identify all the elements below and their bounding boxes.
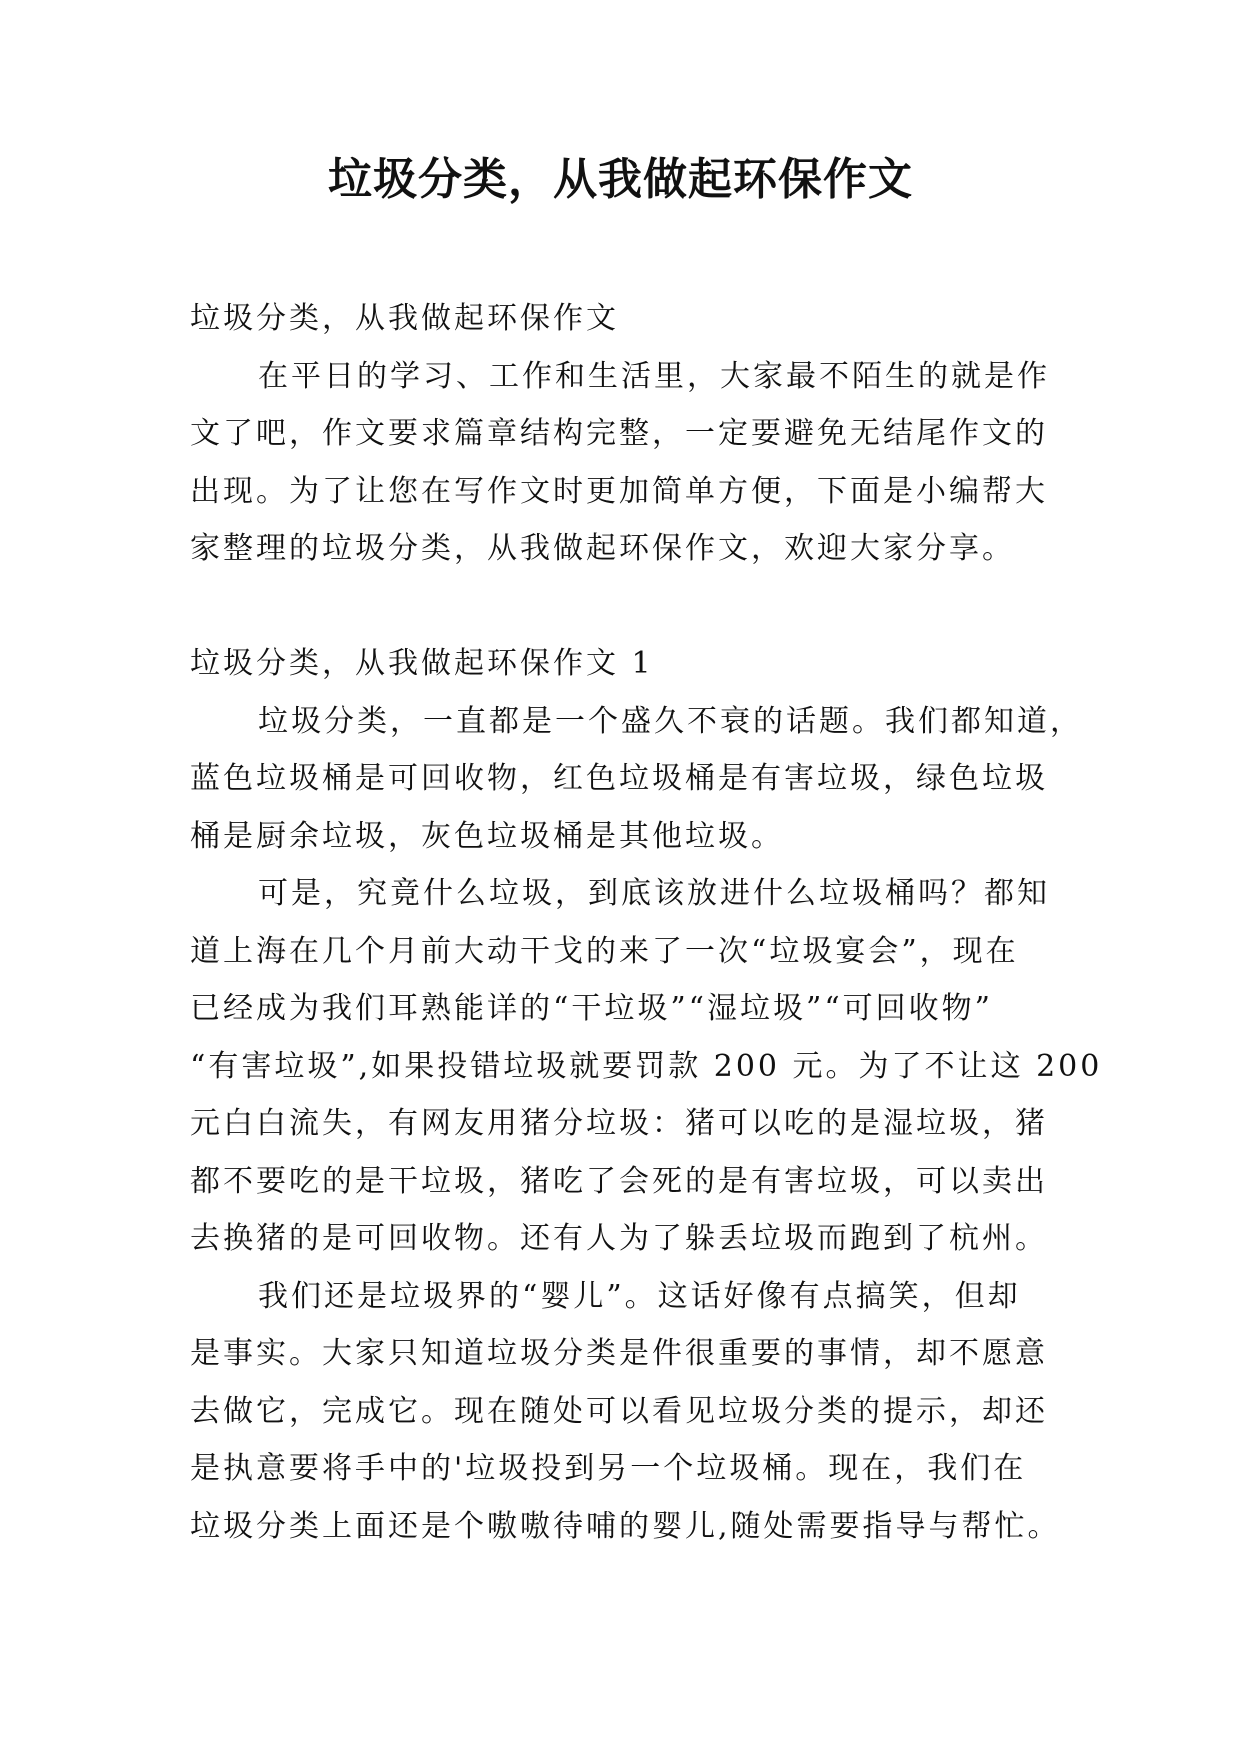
paragraph-line: 已经成为我们耳熟能详的“干垃圾”“湿垃圾”“可回收物” — [190, 991, 994, 1026]
paragraph-line: 垃圾分类，一直都是一个盛久不衰的话题。我们都知道， — [258, 703, 1083, 739]
intro-line: 在平日的学习、工作和生活里，大家最不陌生的就是作 — [258, 358, 1050, 394]
intro-line: 出现。为了让您在写作文时更加简单方便，下面是小编帮大 — [190, 473, 1048, 509]
paragraph-line: 去做它，完成它。现在随处可以看见垃圾分类的提示，却还 — [190, 1393, 1048, 1429]
paragraph-line: 垃圾分类上面还是个嗷嗷待哺的婴儿,随处需要指导与帮忙。 — [190, 1508, 1061, 1544]
paragraph-line: 我们还是垃圾界的“婴儿”。这话好像有点搞笑，但却 — [258, 1278, 1021, 1314]
essay-heading: 垃圾分类，从我做起环保作文 1 — [190, 646, 654, 681]
paragraph-line: 元白白流失，有网友用猪分垃圾：猪可以吃的是湿垃圾，猪 — [190, 1106, 1048, 1141]
document-body — [190, 290, 1103, 1555]
paragraph-line: 蓝色垃圾桶是可回收物，红色垃圾桶是有害垃圾，绿色垃圾 — [190, 761, 1048, 796]
paragraph-2 — [190, 865, 1103, 1268]
subtitle: 垃圾分类，从我做起环保作文 — [190, 301, 619, 336]
paragraph-line: 桶是厨余垃圾，灰色垃圾桶是其他垃圾。 — [190, 818, 784, 854]
intro-line: 文了吧，作文要求篇章结构完整，一定要避免无结尾作文的 — [190, 416, 1048, 451]
paragraph-line: 是事实。大家只知道垃圾分类是件很重要的事情，却不愿意 — [190, 1336, 1048, 1371]
paragraph-line: 道上海在几个月前大动干戈的来了一次“垃圾宴会”，现在 — [190, 933, 1019, 969]
paragraph-line: 都不要吃的是干垃圾，猪吃了会死的是有害垃圾，可以卖出 — [190, 1163, 1048, 1199]
document-title: 垃圾分类，从我做起环保作文 — [328, 154, 913, 205]
paragraph-1 — [190, 693, 1083, 866]
section-gap — [190, 578, 1060, 636]
paragraph-3 — [190, 1268, 1060, 1556]
paragraph-line: “有害垃圾”,如果投错垃圾就要罚款 200 元。为了不让这 200 — [190, 1048, 1103, 1084]
paragraph-line: 可是，究竟什么垃圾，到底该放进什么垃圾桶吗？都知 — [258, 876, 1050, 911]
paragraph-line: 是执意要将手中的'垃圾投到另一个垃圾桶。现在，我们在 — [190, 1451, 1027, 1486]
intro-line: 家整理的垃圾分类，从我做起环保作文，欢迎大家分享。 — [190, 531, 1015, 566]
intro-paragraph — [190, 348, 1060, 578]
paragraph-line: 去换猪的是可回收物。还有人为了躲丢垃圾而跑到了杭州。 — [190, 1221, 1048, 1256]
